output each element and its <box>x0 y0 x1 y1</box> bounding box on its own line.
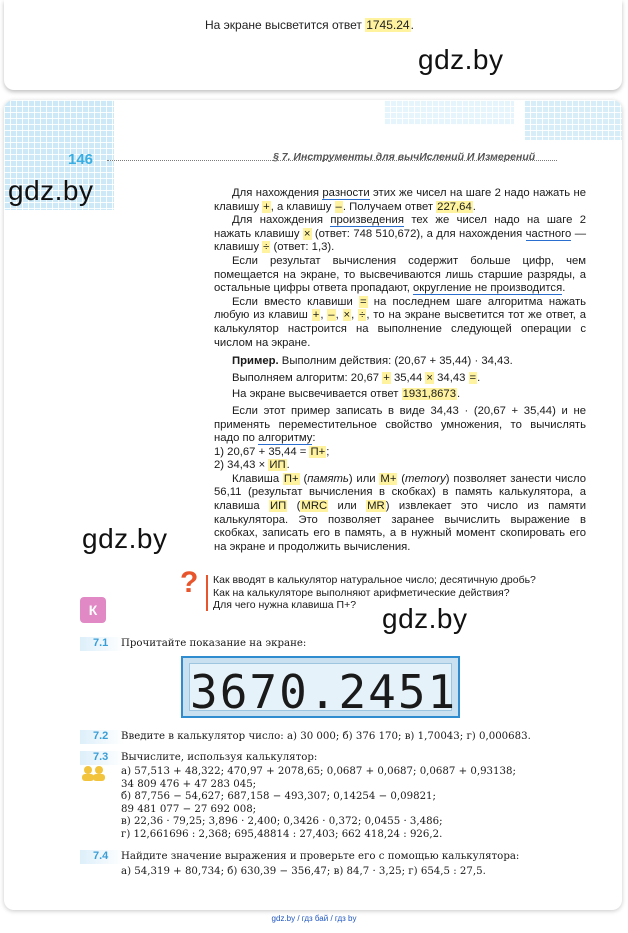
key-multiply: × <box>426 371 433 384</box>
display-readout: 3670.2451 <box>190 665 458 719</box>
watermark: gdz.by <box>8 175 94 206</box>
previous-page-card <box>4 0 622 90</box>
key-plus: + <box>263 200 270 213</box>
text: memory <box>404 472 446 485</box>
key-m-plus: М+ <box>380 472 397 485</box>
text: Для нахождения <box>232 187 320 199</box>
page-number: 146 <box>68 151 94 168</box>
example-line <box>214 388 586 402</box>
text: : <box>312 432 316 445</box>
key-multiply: × <box>343 309 351 322</box>
text: . <box>477 371 481 384</box>
questions-bar <box>206 575 208 611</box>
key-memory-plus: П+ <box>283 472 299 485</box>
exercise-items <box>121 766 516 841</box>
body-text <box>214 187 586 554</box>
text: Клавиша <box>232 472 280 485</box>
text: или <box>337 500 357 513</box>
text: (ответ: 748 510,672), а для нахождения <box>314 227 523 240</box>
text: . <box>457 388 461 401</box>
text: ; <box>326 445 330 458</box>
key-mr: MR <box>367 500 385 513</box>
exercise-number: 7.4 <box>93 850 109 862</box>
text: память <box>307 472 349 485</box>
previous-page-answer <box>205 18 414 32</box>
text: Выполняем алгоритм: 20,67 <box>232 371 380 384</box>
key-minus: – <box>335 200 342 213</box>
paragraph <box>214 214 586 255</box>
link-term[interactable]: разности <box>322 187 370 199</box>
text: , а клавишу <box>270 200 332 213</box>
watermark: gdz.by <box>82 523 168 554</box>
decor-dots <box>384 100 514 125</box>
running-head: § 7. Инструменты для вычИслений И Измерений <box>273 151 536 163</box>
question: Как на калькуляторе выполняют арифметические действия? <box>213 586 510 599</box>
example-line <box>214 372 586 386</box>
paragraph <box>214 473 586 555</box>
text: на последнем шаге алгоритма нажать любую из клавиш <box>214 295 587 322</box>
key-minus: – <box>328 309 335 322</box>
paragraph: Если вместо клавиши = на последнем шаге алгоритма нажать любую из клавиш +, –, ×, ÷, то на экране высветится тот же ответ, а калькулятор настроится на выполнение следующей операции с числом на экране. <box>214 295 587 349</box>
key-equals: = <box>359 295 367 308</box>
key-multiply: × <box>303 227 311 240</box>
exercise-line: б) 87,756 − 54,627; 687,158 − 493,307; 0,14254 − 0,09821; <box>121 791 436 802</box>
key-plus: + <box>383 371 390 384</box>
text: (ответ: 1,3). <box>273 241 335 254</box>
key-plus: + <box>312 309 320 322</box>
text: Если вместо клавиши <box>232 295 353 308</box>
text: Если этот пример записать в виде 34,43 · (20,67 + 35,44) и не применять переместительное свойство умножения, то вычислять надо по <box>214 404 586 445</box>
text: На экране высвечивается ответ <box>232 388 399 401</box>
watermark: gdz.by <box>382 603 468 634</box>
text: этих же чисел на шаге 2 надо нажать не клавишу <box>214 187 587 213</box>
puzzle-k-icon: К <box>80 597 106 623</box>
text: ) позволяет занести число 56,11 (результат вычисления в скобках) в память калькулятора, а клавиша <box>214 472 587 513</box>
answer-suffix: . <box>410 18 414 32</box>
exercise-number: 7.3 <box>93 751 109 763</box>
text: ( <box>303 472 308 485</box>
key-mrc: MRC <box>301 500 328 513</box>
answer-value: 1745.24 <box>366 18 410 32</box>
question: Как вводят в калькулятор натуральное число; десятичную дробь? <box>213 574 536 586</box>
text: ) или <box>348 472 376 485</box>
decor-dots <box>524 100 622 140</box>
text: . <box>286 459 290 472</box>
review-questions <box>213 574 536 612</box>
text: тех же чисел надо на шаге 2 нажать клавишу <box>214 214 586 240</box>
text: Выполним действия: (20,67 + 35,44) · 34,43. <box>281 355 513 368</box>
algorithm-step <box>214 459 586 473</box>
link-term[interactable]: произведения <box>330 214 404 227</box>
paragraph <box>214 255 586 296</box>
pair-work-icon <box>80 765 108 781</box>
exercise-text: Вычислите, используя калькулятор: <box>121 752 318 763</box>
exercise-text: Найдите значение выражения и проверьте его с помощью калькулятора: <box>121 851 520 862</box>
exercise-line: 89 481 077 − 27 692 008; <box>121 803 257 815</box>
paragraph <box>214 405 586 446</box>
text: ( <box>296 500 301 513</box>
exercise-line: г) 12,661696 : 2,368; 695,48814 : 27,403; 662 418,24 : 926,2. <box>121 828 443 840</box>
exercise-line: а) 57,513 + 48,322; 470,97 + 2078,65; 0,0687 + 0,0687; 0,0687 + 0,93138; <box>121 766 516 777</box>
key-divide: ÷ <box>359 309 366 322</box>
exercise-text: Прочитайте показание на экране: <box>121 638 307 649</box>
algorithm-step <box>214 446 586 460</box>
calculator-display <box>181 656 460 718</box>
answer-value: 1931,8673 <box>402 388 456 401</box>
exercise-line: а) 54,319 + 80,734; б) 630,39 − 356,47; в) 84,7 · 3,25; г) 654,5 : 27,5. <box>121 866 486 877</box>
watermark: gdz.by <box>418 44 504 75</box>
link-term[interactable]: алгоритму <box>258 432 313 445</box>
link-term[interactable]: частного <box>525 227 572 240</box>
text: . Получаем ответ <box>342 200 434 213</box>
footer-links[interactable]: gdz.by / гдз бай / гдз by <box>271 914 357 923</box>
key-memory-recall: ИП <box>270 500 287 513</box>
text: — клавишу <box>214 227 586 254</box>
text: ) извлекает это число из памяти калькулятора. Это позволяет заранее вычислить выражение в скобках, записать его в память, а в нужный момент скопировать его на экране и продолжить вычисления. <box>214 500 587 553</box>
header-rule <box>107 160 557 161</box>
text: , то на экране высветится тот же ответ, а калькулятор настроится на выполнение следующей операции с числом на экране. <box>214 309 586 349</box>
link-term[interactable]: округление не производится <box>412 282 563 295</box>
example-line <box>214 355 586 369</box>
example-block <box>214 355 586 402</box>
text: 2) 34,43 × <box>214 459 266 472</box>
paragraph <box>214 187 586 214</box>
text: . <box>562 282 566 295</box>
text: ( <box>401 472 405 485</box>
example-label: Пример. <box>232 355 279 368</box>
text: 35,44 <box>393 371 423 384</box>
exercise-text: Введите в калькулятор число: а) 30 000; б) 376 170; в) 1,70043; г) 0,000683. <box>121 731 531 742</box>
key-memory-plus: П+ <box>310 445 326 458</box>
key-divide: ÷ <box>263 241 270 254</box>
text: . <box>472 200 476 213</box>
exercise-line: в) 22,36 · 79,25; 3,896 · 2,400; 0,3426 · 0,372; 0,0455 · 3,486; <box>121 816 443 827</box>
key-equals: = <box>469 371 477 384</box>
exercise-line: 34 809 476 + 47 283 045; <box>121 778 257 790</box>
text: 1) 20,67 + 35,44 = <box>214 445 307 458</box>
display-panel <box>189 663 458 719</box>
exercise-number: 7.2 <box>93 730 109 742</box>
text: Если результат вычисления содержит больше цифр, чем помещается на экране, то высвечиваются лишь старшие разряды, а остальные цифры ответа пропадают, <box>214 254 586 295</box>
question-mark-icon: ? <box>180 566 199 599</box>
text: Для нахождения <box>232 214 323 227</box>
question: Для чего нужна клавиша П+? <box>213 599 357 611</box>
exercise-number: 7.1 <box>93 637 109 649</box>
answer-prefix: На экране высветится ответ <box>205 18 362 32</box>
key-memory-recall: ИП <box>269 459 286 472</box>
answer-value: 227,64 <box>437 200 472 213</box>
text: 34,43 <box>437 371 466 384</box>
